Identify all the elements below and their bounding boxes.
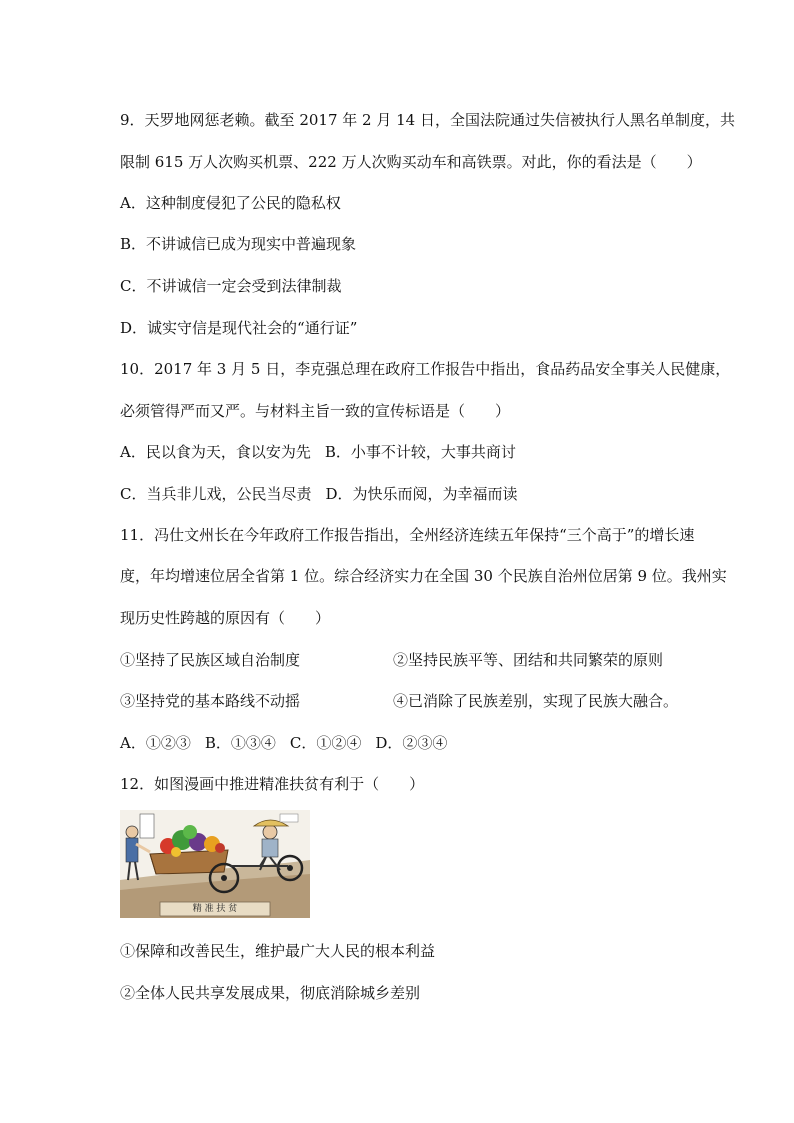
- q12-item-2: ②全体人民共享发展成果，彻底消除城乡差别: [120, 984, 421, 1002]
- q10-options-row1: [120, 442, 516, 462]
- q10-option-a: A．民以食为天，食以安为先: [120, 443, 311, 461]
- q11-item-3: ③坚持党的基本路线不动摇: [120, 692, 301, 710]
- q9-option-c: C．不讲诚信一定会受到法律制裁: [120, 277, 342, 295]
- q9-option-a: A．这种制度侵犯了公民的隐私权: [120, 194, 341, 212]
- cartoon-caption: 精 准 扶 贫: [192, 904, 238, 914]
- q11-option-c: C．①②④: [289, 734, 362, 752]
- q11-stem-line2: 度，年均增速位居全省第 1 位。综合经济实力在全国 30 个民族自治州位居第 9 位。我州实: [120, 567, 727, 585]
- q10-option-d: D．为快乐而阅，为幸福而读: [325, 485, 518, 503]
- q11-item-4: ④已消除了民族差别，实现了民族大融合。: [393, 692, 679, 710]
- q11-option-d: D．②③④: [375, 734, 448, 752]
- q10-stem-line2: 必须管得严而又严。与材料主旨一致的宣传标语是（ ）: [120, 402, 511, 420]
- q10-option-b: B．小事不计较，大事共商讨: [324, 443, 516, 461]
- q12-item-1: ①保障和改善民生，维护最广大人民的根本利益: [120, 942, 436, 960]
- q11-option-b: B．①③④: [204, 734, 276, 752]
- q9-option-b: B．不讲诚信已成为现实中普遍现象: [120, 235, 357, 253]
- q9-stem-line1: 9．天罗地网惩老赖。截至 2017 年 2 月 14 日，全国法院通过失信被执行人黑名单制度，共: [120, 111, 735, 129]
- q11-options-row: [120, 733, 447, 753]
- q10-stem-line1: 10．2017 年 3 月 5 日，李克强总理在政府工作报告中指出，食品药品安全事关人民健康，: [120, 360, 731, 378]
- poverty-alleviation-cartoon: [120, 810, 310, 918]
- q11-item-1: ①坚持了民族区域自治制度: [120, 651, 301, 669]
- q9-stem-line2: 限制 615 万人次购买机票、222 万人次购买动车和高铁票。对此，你的看法是（ ）: [120, 153, 702, 171]
- q12-stem: 12．如图漫画中推进精准扶贫有利于（ ）: [120, 775, 425, 793]
- q11-stem-line1: 11．冯仕文州长在今年政府工作报告指出，全州经济连续五年保持“三个高于”的增长速: [120, 526, 695, 544]
- q10-option-c: C．当兵非儿戏，公民当尽责: [120, 485, 312, 503]
- q9-option-d: D．诚实守信是现代社会的“通行证”: [120, 319, 358, 337]
- q11-stem-line3: 现历史性跨越的原因有（ ）: [120, 609, 331, 627]
- q11-item-2: ②坚持民族平等、团结和共同繁荣的原则: [393, 651, 664, 669]
- q11-option-a: A．①②③: [120, 734, 191, 752]
- q10-options-row2: [120, 484, 518, 504]
